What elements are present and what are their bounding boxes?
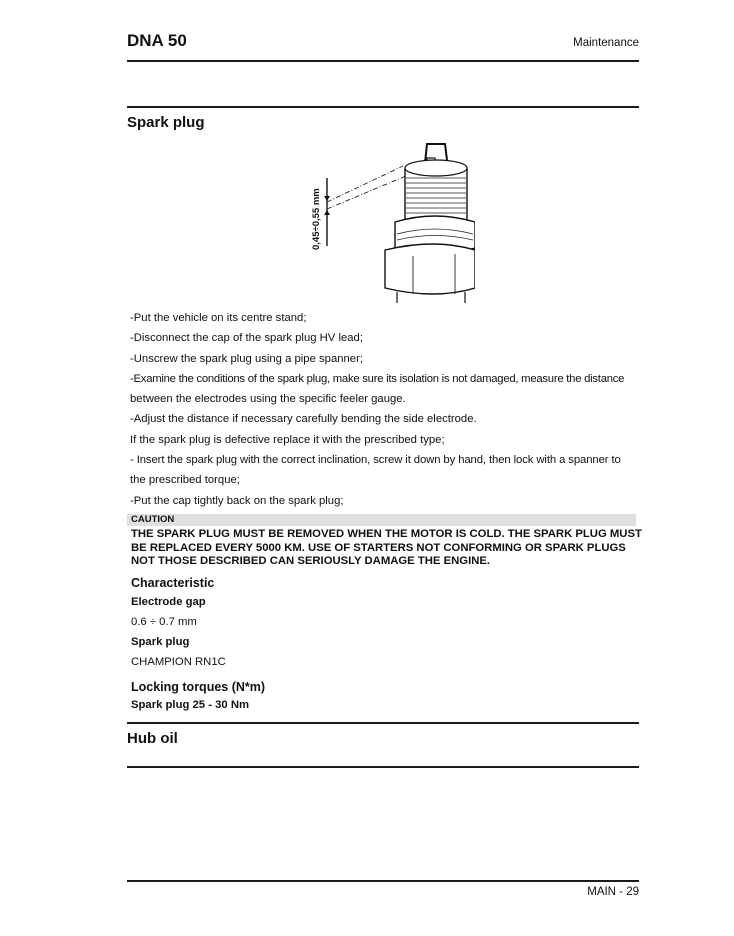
spark-plug-figure: [305, 138, 475, 303]
electrode-gap-label: Electrode gap: [131, 596, 206, 608]
spark-plug-diagram-icon: [305, 138, 475, 303]
step-line: between the electrodes using the specific feeler gauge.: [130, 393, 406, 406]
characteristic-heading: Characteristic: [131, 576, 215, 590]
spark-plug-type-label: Spark plug: [131, 636, 190, 648]
svg-text:0,45÷0,55 mm: 0,45÷0,55 mm: [311, 188, 322, 250]
section-divider: [127, 106, 639, 108]
spark-plug-type-value: CHAMPION RN1C: [131, 656, 226, 668]
electrode-gap-value: 0.6 ÷ 0.7 mm: [131, 616, 197, 628]
footer-divider: [127, 880, 639, 882]
document-title: DNA 50: [127, 31, 187, 50]
step-line: -Adjust the distance if necessary carefully bending the side electrode.: [130, 413, 477, 426]
caution-label: CAUTION: [131, 514, 175, 525]
page-number: MAIN - 29: [587, 886, 639, 898]
step-list: [130, 308, 640, 511]
step-line: If the spark plug is defective replace it with the prescribed type;: [130, 433, 445, 446]
section-name: Maintenance: [573, 37, 639, 49]
locking-torque-item: Spark plug 25 - 30 Nm: [131, 699, 250, 711]
step-line: the prescribed torque;: [130, 474, 240, 487]
step-line: -Examine the conditions of the spark plug, make sure its isolation is not damaged, measure the distance: [130, 372, 625, 385]
section-divider: [127, 722, 639, 724]
locking-torques-heading: Locking torques (N*m): [131, 680, 266, 694]
caution-bar: [127, 514, 636, 526]
step-line: -Disconnect the cap of the spark plug HV lead;: [130, 332, 363, 345]
caution-text: THE SPARK PLUG MUST BE REMOVED WHEN THE MOTOR IS COLD. THE SPARK PLUG MUST BE REPLACED EVERY 5000 KM. USE OF STARTERS NOT CONFORMING OR SPARK PLUGS NOT THOSE DESCRIBED CAN SERIOUSLY DAMAGE THE ENGINE.: [131, 528, 642, 567]
step-line: -Unscrew the spark plug using a pipe spanner;: [130, 352, 363, 365]
section-heading-hub-oil: Hub oil: [127, 730, 178, 747]
section-heading-spark-plug: Spark plug: [127, 114, 205, 131]
header-divider: [127, 60, 639, 62]
step-line: -Put the vehicle on its centre stand;: [130, 312, 307, 324]
step-line: - Insert the spark plug with the correct inclination, screw it down by hand, then lock with a spanner to: [130, 454, 621, 467]
step-line: -Put the cap tightly back on the spark plug;: [130, 494, 344, 507]
section-divider: [127, 766, 639, 768]
